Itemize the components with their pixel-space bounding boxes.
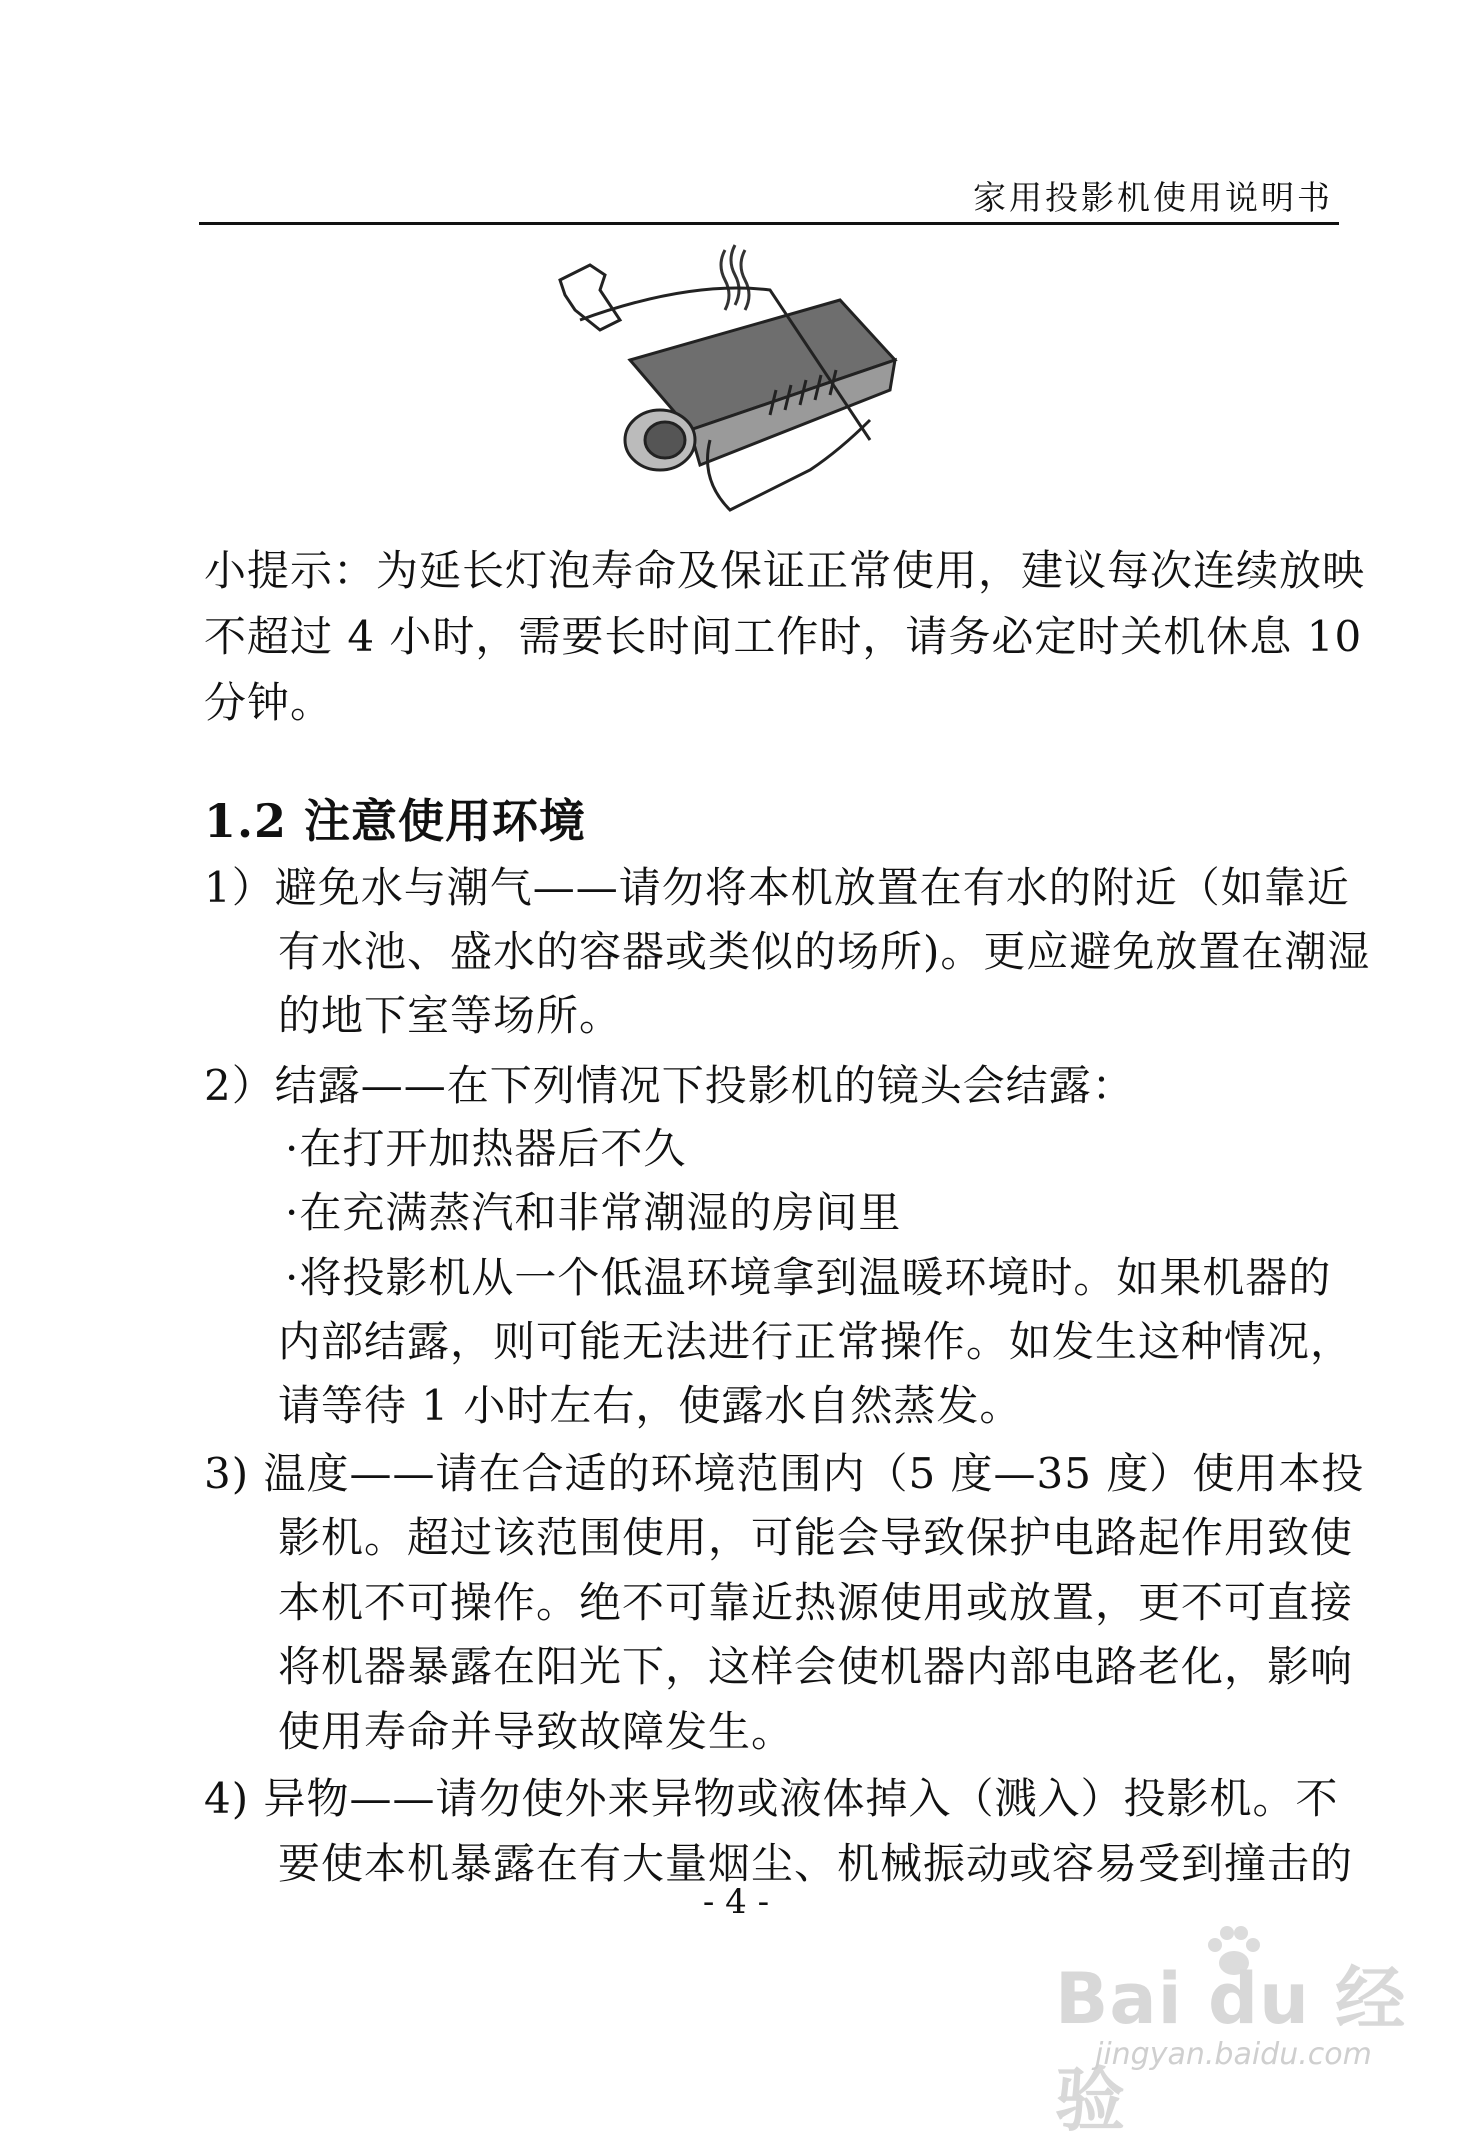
watermark-main-text: Bai du 经验 xyxy=(1055,1958,1407,2141)
item-3-line: 本机不可操作。绝不可靠近热源使用或放置，更不可直接 xyxy=(278,1578,1354,1627)
item-1-line: 的地下室等场所。 xyxy=(278,991,623,1040)
tip-line: 分钟。 xyxy=(204,678,334,727)
item-2-line: 请等待 1 小时左右，使露水自然蒸发。 xyxy=(278,1381,1023,1430)
watermark-url: jingyan.baidu.com xyxy=(1095,2037,1372,2072)
item-2-bullet: ·将投影机从一个低温环境拿到温暖环境时。如果机器的 xyxy=(285,1253,1332,1302)
section-heading: 1.2 注意使用环境 xyxy=(204,794,587,848)
item-2-bullet: ·在打开加热器后不久 xyxy=(285,1124,687,1173)
baidu-watermark xyxy=(1035,1925,1455,2141)
tip-line: 不超过 4 小时，需要长时间工作时，请务必定时关机休息 10 xyxy=(204,612,1363,661)
item-4-line: 要使本机暴露在有大量烟尘、机械振动或容易受到撞击的 xyxy=(278,1839,1354,1888)
item-3-line: 使用寿命并导致故障发生。 xyxy=(278,1707,795,1756)
document-header-title: 家用投影机使用说明书 xyxy=(973,178,1333,217)
tip-paragraph xyxy=(204,538,1365,736)
item-1-line: 有水池、盛水的容器或类似的场所)。更应避免放置在潮湿 xyxy=(278,927,1371,976)
page-number: - 4 - xyxy=(702,1882,770,1922)
item-3-line: 3) 温度——请在合适的环境范围内（5 度—35 度）使用本投 xyxy=(204,1449,1365,1498)
item-4-line: 4) 异物——请勿使外来异物或液体掉入（溅入）投影机。不 xyxy=(204,1774,1339,1823)
tip-line: 小提示：为延长灯泡寿命及保证正常使用，建议每次连续放映 xyxy=(204,546,1366,595)
item-3-line: 影机。超过该范围使用，可能会导致保护电路起作用致使 xyxy=(278,1513,1354,1562)
item-2-bullet: ·在充满蒸汽和非常潮湿的房间里 xyxy=(285,1188,902,1237)
item-2-line: 内部结露，则可能无法进行正常操作。如发生这种情况， xyxy=(278,1317,1354,1366)
item-3-line: 将机器暴露在阳光下，这样会使机器内部电路老化，影响 xyxy=(278,1642,1354,1691)
item-1-line: 1）避免水与潮气——请勿将本机放置在有水的附近（如靠近 xyxy=(204,863,1350,912)
projector-illustration-icon xyxy=(540,240,930,530)
item-2-line: 2）结露——在下列情况下投影机的镜头会结露： xyxy=(204,1061,1135,1110)
header-divider xyxy=(199,222,1339,225)
